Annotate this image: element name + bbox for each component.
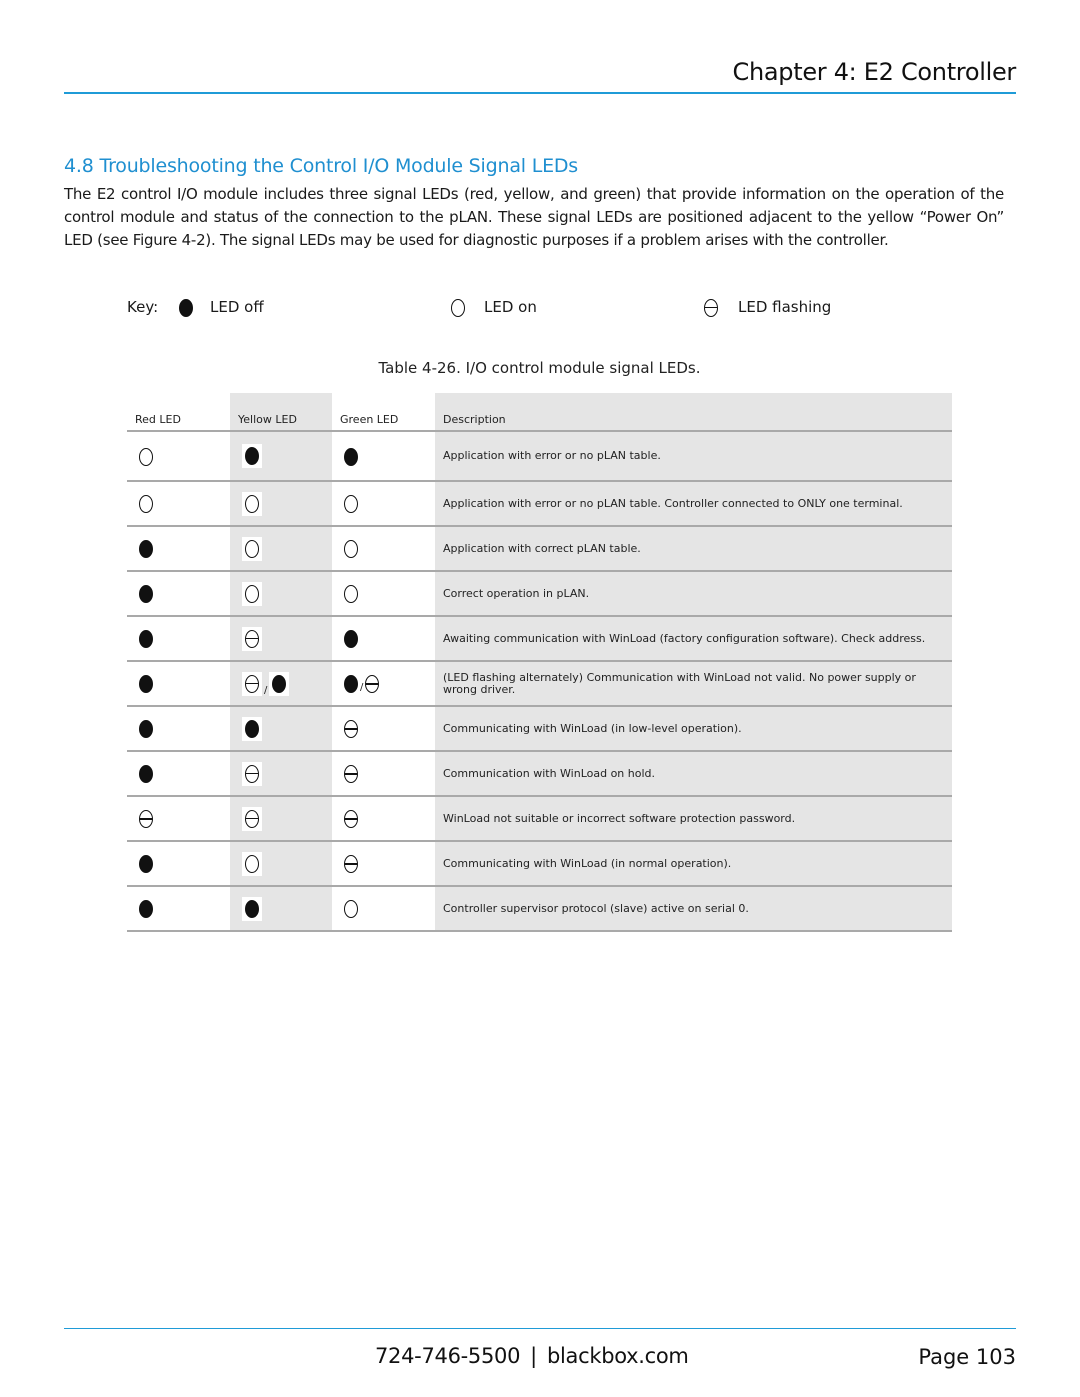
row-description: (LED flashing alternately) Communication with WinLoad not valid. No power supply or wrong driver. bbox=[435, 661, 952, 706]
row-description: Communication with WinLoad on hold. bbox=[435, 751, 952, 796]
footer-website[interactable]: blackbox.com bbox=[546, 1344, 689, 1368]
led-flashing-icon bbox=[704, 296, 718, 318]
key-flashing-label: LED flashing bbox=[738, 298, 832, 316]
green-led-cell bbox=[332, 526, 435, 571]
red-led-cell bbox=[127, 751, 230, 796]
red-led-cell bbox=[127, 796, 230, 841]
yellow-led-cell bbox=[230, 571, 332, 616]
green-led-cell bbox=[332, 431, 435, 481]
header-description: Description bbox=[435, 393, 952, 431]
led-flashing-icon bbox=[344, 765, 358, 783]
table-row bbox=[127, 706, 952, 751]
yellow-led-cell bbox=[230, 796, 332, 841]
led-off-icon bbox=[245, 447, 259, 465]
yellow-led-cell bbox=[230, 481, 332, 526]
row-description: Controller supervisor protocol (slave) active on serial 0. bbox=[435, 886, 952, 931]
alternate-separator: / bbox=[264, 684, 268, 696]
led-on-icon bbox=[344, 540, 358, 558]
row-description: Communicating with WinLoad (in low-level operation). bbox=[435, 706, 952, 751]
chapter-title: Chapter 4: E2 Controller bbox=[732, 58, 1016, 86]
key-off-label: LED off bbox=[210, 298, 264, 316]
row-description: Awaiting communication with WinLoad (factory configuration software). Check address. bbox=[435, 616, 952, 661]
led-on-icon bbox=[245, 540, 259, 558]
row-description: Communicating with WinLoad (in normal operation). bbox=[435, 841, 952, 886]
green-led-cell bbox=[332, 571, 435, 616]
led-on-icon bbox=[451, 296, 465, 318]
led-on-icon bbox=[245, 585, 259, 603]
table-row bbox=[127, 526, 952, 571]
led-on-icon bbox=[245, 495, 259, 513]
table-row bbox=[127, 431, 952, 481]
table-row bbox=[127, 616, 952, 661]
led-off-icon bbox=[272, 675, 286, 693]
led-flashing-icon bbox=[245, 810, 259, 828]
yellow-led-cell bbox=[230, 841, 332, 886]
section-title: 4.8 Troubleshooting the Control I/O Module Signal LEDs bbox=[64, 155, 579, 177]
led-off-icon bbox=[139, 675, 153, 693]
led-flashing-icon bbox=[344, 855, 358, 873]
red-led-cell bbox=[127, 841, 230, 886]
red-led-cell bbox=[127, 526, 230, 571]
table-row bbox=[127, 571, 952, 616]
green-led-cell bbox=[332, 661, 435, 706]
led-on-icon bbox=[139, 448, 153, 466]
table-row bbox=[127, 661, 952, 706]
red-led-cell bbox=[127, 661, 230, 706]
yellow-led-cell bbox=[230, 706, 332, 751]
led-flashing-icon bbox=[344, 810, 358, 828]
row-description: Application with error or no pLAN table. Controller connected to ONLY one terminal. bbox=[435, 481, 952, 526]
table-row bbox=[127, 841, 952, 886]
footer-contact bbox=[375, 1344, 689, 1368]
led-off-icon bbox=[139, 540, 153, 558]
red-led-cell bbox=[127, 571, 230, 616]
yellow-led-cell bbox=[230, 616, 332, 661]
led-off-icon bbox=[139, 720, 153, 738]
footer-divider bbox=[64, 1328, 1016, 1329]
led-flashing-icon bbox=[245, 630, 259, 648]
led-on-icon bbox=[344, 585, 358, 603]
led-off-icon bbox=[139, 765, 153, 783]
yellow-led-cell bbox=[230, 526, 332, 571]
green-led-cell bbox=[332, 616, 435, 661]
led-off-icon bbox=[344, 448, 358, 466]
table-row bbox=[127, 796, 952, 841]
table-row bbox=[127, 751, 952, 796]
red-led-cell bbox=[127, 616, 230, 661]
row-description: WinLoad not suitable or incorrect software protection password. bbox=[435, 796, 952, 841]
row-description: Application with correct pLAN table. bbox=[435, 526, 952, 571]
led-off-icon bbox=[245, 720, 259, 738]
header-red-led: Red LED bbox=[127, 393, 230, 431]
red-led-cell bbox=[127, 886, 230, 931]
yellow-led-cell bbox=[230, 661, 332, 706]
green-led-cell bbox=[332, 796, 435, 841]
header-yellow-led: Yellow LED bbox=[230, 393, 332, 431]
signal-led-table bbox=[127, 393, 952, 932]
red-led-cell bbox=[127, 481, 230, 526]
green-led-cell bbox=[332, 886, 435, 931]
header-green-led: Green LED bbox=[332, 393, 435, 431]
key-on-label: LED on bbox=[484, 298, 537, 316]
led-flashing-icon bbox=[139, 810, 153, 828]
led-on-icon bbox=[139, 495, 153, 513]
intro-paragraph: The E2 control I/O module includes three signal LEDs (red, yellow, and green) that provide information on the operation of the control module and status of the connection to the pLAN. These signal LEDs are positioned adjacent to the yellow “Power On” LED (see Figure 4-2). The signal LEDs may be used for diagnostic purposes if a problem arises with the controller. bbox=[64, 185, 1004, 249]
footer-phone: 724-746-5500 bbox=[375, 1344, 521, 1368]
led-flashing-icon bbox=[365, 675, 379, 693]
led-off-icon bbox=[139, 900, 153, 918]
red-led-cell bbox=[127, 431, 230, 481]
red-led-cell bbox=[127, 706, 230, 751]
green-led-cell bbox=[332, 751, 435, 796]
yellow-led-cell bbox=[230, 431, 332, 481]
green-led-cell bbox=[332, 706, 435, 751]
led-flashing-icon bbox=[344, 720, 358, 738]
table-row bbox=[127, 886, 952, 931]
green-led-cell bbox=[332, 481, 435, 526]
footer-separator: | bbox=[530, 1344, 537, 1368]
led-off-icon bbox=[139, 585, 153, 603]
led-on-icon bbox=[344, 495, 358, 513]
led-flashing-icon bbox=[245, 765, 259, 783]
table-row bbox=[127, 481, 952, 526]
table-caption: Table 4-26. I/O control module signal LEDs. bbox=[378, 359, 701, 377]
led-off-icon bbox=[344, 630, 358, 648]
led-flashing-icon bbox=[245, 675, 259, 693]
yellow-led-cell bbox=[230, 886, 332, 931]
led-off-icon bbox=[179, 296, 193, 318]
led-off-icon bbox=[139, 630, 153, 648]
header-divider bbox=[64, 92, 1016, 94]
alternate-separator: / bbox=[360, 682, 364, 694]
led-on-icon bbox=[344, 900, 358, 918]
led-on-icon bbox=[245, 855, 259, 873]
table-header-row bbox=[127, 393, 952, 431]
led-off-icon bbox=[344, 675, 358, 693]
led-off-icon bbox=[245, 900, 259, 918]
row-description: Correct operation in pLAN. bbox=[435, 571, 952, 616]
green-led-cell bbox=[332, 841, 435, 886]
key-label: Key: bbox=[127, 298, 159, 316]
row-description: Application with error or no pLAN table. bbox=[435, 431, 952, 481]
led-off-icon bbox=[139, 855, 153, 873]
led-key-legend bbox=[127, 296, 887, 318]
page-number: Page 103 bbox=[918, 1345, 1016, 1369]
yellow-led-cell bbox=[230, 751, 332, 796]
